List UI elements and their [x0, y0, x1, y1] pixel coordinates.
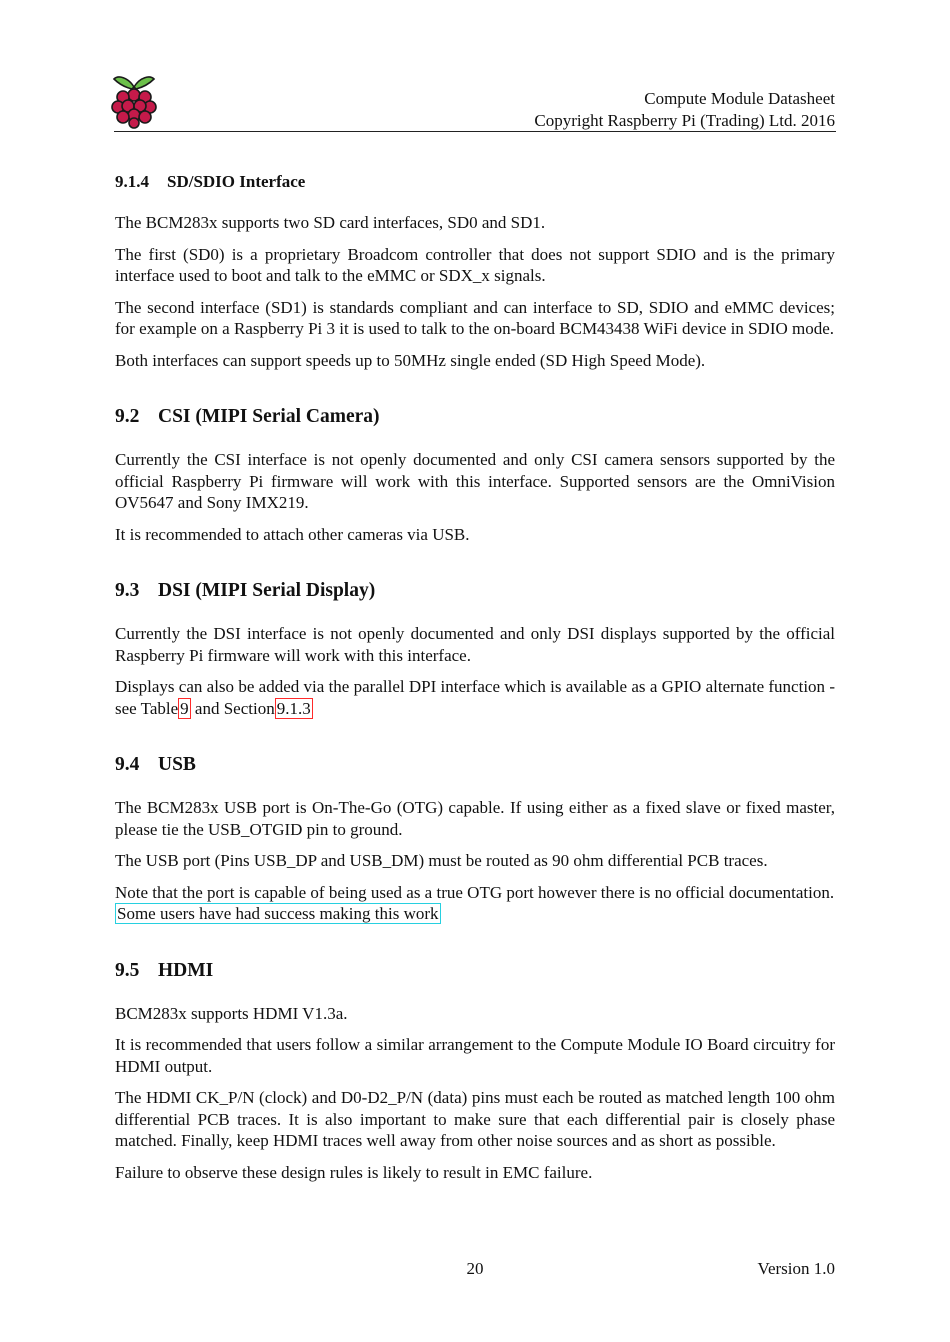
section-heading-9-4 — [115, 753, 835, 777]
section-heading-9-5 — [115, 959, 835, 983]
paragraph-text: Note that the port is capable of being used as a true OTG port however there is no official documentation. — [115, 882, 835, 902]
paragraph — [115, 882, 835, 925]
paragraph: Both interfaces can support speeds up to 50MHz single ended (SD High Speed Mode). — [115, 350, 706, 370]
section-heading-9-2 — [115, 405, 835, 429]
section-number: 9.3 — [115, 580, 140, 601]
section-number: 9.5 — [115, 959, 140, 981]
page-number: 20 — [466, 1259, 484, 1278]
paragraph: The HDMI CK_P/N (clock) and D0-D2_P/N (data) pins must each be routed as matched length 100 ohm differential PCB traces. It is also important to make sure that each differential pair is closely phase matched. Finally, keep HDMI traces well away from other noise sources and as short as possible. — [115, 1088, 835, 1150]
paragraph: Failure to observe these design rules is likely to result in EMC failure. — [115, 1162, 593, 1182]
section-title: DSI (MIPI Serial Display) — [158, 580, 376, 601]
section-title: HDMI — [158, 959, 214, 981]
external-link[interactable]: Some users have had success making this work — [117, 904, 439, 923]
section-title: USB — [158, 754, 196, 775]
paragraph-text: Displays can also be added via the parallel DPI interface which is available as a GPIO alternate function - see Table — [115, 677, 835, 718]
raspberry-pi-logo-icon — [110, 73, 158, 129]
header-copyright: Copyright Raspberry Pi (Trading) Ltd. 2016 — [534, 111, 835, 130]
section-heading-9-1-4 — [115, 171, 835, 193]
section-title: CSI (MIPI Serial Camera) — [158, 406, 380, 427]
paragraph-text: and Section — [190, 698, 275, 718]
page-content — [115, 171, 835, 1193]
section-number: 9.2 — [115, 406, 140, 427]
table-reference-link[interactable]: 9 — [180, 698, 189, 718]
header-title: Compute Module Datasheet — [644, 89, 835, 108]
paragraph: It is recommended that users follow a similar arrangement to the Compute Module IO Board circuitry for HDMI output. — [115, 1035, 835, 1076]
page-header — [534, 88, 835, 132]
paragraph: The second interface (SD1) is standards compliant and can interface to SD, SDIO and eMMC devices; for example on a Raspberry Pi 3 it is used to talk to the on-board BCM43438 WiFi device in SDIO mode. — [115, 297, 835, 338]
section-heading-9-3 — [115, 579, 835, 603]
paragraph: The BCM283x USB port is On-The-Go (OTG) capable. If using either as a fixed slave or fixed master, please tie the USB_OTGID pin to ground. — [115, 798, 835, 839]
section-title: SD/SDIO Interface — [167, 172, 306, 191]
paragraph: The BCM283x supports two SD card interfaces, SD0 and SD1. — [115, 213, 546, 232]
document-version: Version 1.0 — [757, 1259, 835, 1278]
paragraph: The first (SD0) is a proprietary Broadcom controller that does not support SDIO and is the primary interface used to boot and talk to the eMMC or SDX_x signals. — [115, 244, 835, 285]
paragraph — [115, 676, 835, 719]
section-reference-link[interactable]: 9.1.3 — [276, 698, 311, 718]
paragraph: Currently the DSI interface is not openly documented and only DSI displays supported by the official Raspberry Pi firmware will work with this interface. — [115, 624, 835, 665]
section-number: 9.1.4 — [115, 172, 149, 191]
paragraph: BCM283x supports HDMI V1.3a. — [115, 1003, 348, 1023]
paragraph: Currently the CSI interface is not openly documented and only CSI camera sensors supported by the official Raspberry Pi firmware will work with this interface. Supported sensors are the OmniVision OV5647 and Sony IMX219. — [115, 450, 835, 512]
section-number: 9.4 — [115, 754, 140, 775]
header-rule — [114, 131, 836, 132]
paragraph: The USB port (Pins USB_DP and USB_DM) must be routed as 90 ohm differential PCB traces. — [115, 851, 768, 870]
paragraph: It is recommended to attach other cameras via USB. — [115, 524, 470, 544]
